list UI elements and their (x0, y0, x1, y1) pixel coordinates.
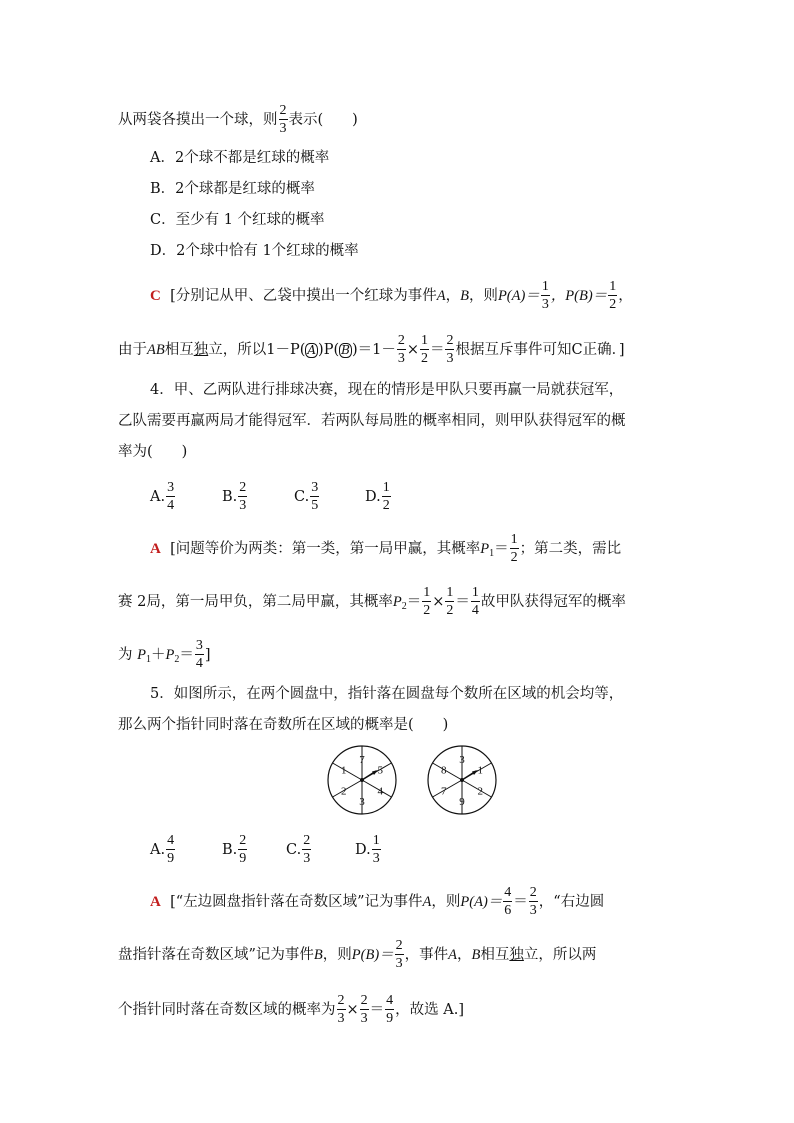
fraction: $\frac{4}{9}$ (386, 993, 394, 1026)
complement-b: B (341, 343, 350, 357)
sector-label-right: 2 (477, 785, 483, 798)
fraction: $\frac{1}{2}$ (420, 333, 428, 366)
sector-label-left: 5 (377, 764, 383, 777)
fraction: $\frac{1}{3}$ (372, 833, 380, 866)
q5-stem-line2: 那么两个指针同时落在奇数所在区域的概率是( ) (118, 717, 449, 733)
fraction: $\frac{2}{3}$ (395, 938, 403, 971)
fraction: $\frac{1}{2}$ (423, 585, 431, 618)
spinner-right (428, 746, 496, 814)
sector-label-right: 7 (441, 785, 447, 798)
fraction: $\frac{2}{3}$ (303, 833, 311, 866)
fraction: $\frac{2}{3}$ (360, 993, 368, 1026)
complement-a: A (307, 343, 317, 357)
fraction: $\frac{2}{3}$ (397, 333, 405, 366)
q4-option-a: A. $\frac{3}{4}$ (150, 480, 175, 513)
q4-option-b: B. $\frac{2}{3}$ (222, 480, 247, 513)
spinner-left (328, 746, 396, 814)
sector-label-right: 3 (459, 754, 465, 766)
q3-solution-line1: C [分别记从甲、乙袋中摸出一个红球为事件A，B，则P(A)＝ $\frac{1}{3}$ ，P(B)＝ $\frac{1}{2}$ ， (150, 279, 633, 312)
sector-label-left: 7 (359, 754, 365, 766)
q5-solution-line2: 盘指针落在奇数区域”记为事件B，则P(B)＝ $\frac{2}{3}$ ，事件A，B相互独立，所以两 (118, 938, 597, 971)
sector-label-left: 3 (359, 796, 365, 808)
q4-option-c: C. $\frac{3}{5}$ (294, 480, 319, 513)
q5-solution-line1: A [“左边圆盘指针落在奇数区域”记为事件A，则P(A)＝ $\frac{4}{6}$ ＝ $\frac{2}{3}$ ，“右边圆 (150, 885, 605, 918)
fraction: $\frac{1}{3}$ (541, 279, 549, 312)
fraction: $\frac{1}{4}$ (471, 585, 479, 618)
q5-option-a: A. $\frac{4}{9}$ (150, 833, 175, 866)
q3-solution-line2: 由于AB相互独立，所以1－P( A )P( B )＝1－ $\frac{2}{3}$ × $\frac{1}{2}$ ＝ $\frac{2}{3}$ 根据互斥事件可知C正确．] (118, 333, 625, 366)
fraction: $\frac{2}{9}$ (239, 833, 247, 866)
q3-option-d: D．2个球中恰有 1个红球的概率 (150, 243, 359, 259)
answer-letter: C (150, 288, 161, 304)
q4-stem-line1: 4．甲、乙两队进行排球决赛，现在的情形是甲队只要再赢一局就获冠军， (150, 382, 624, 398)
q4-stem-line3: 率为( ) (118, 444, 188, 460)
fraction: $\frac{4}{6}$ (504, 885, 512, 918)
sector-label-right: 1 (477, 764, 483, 777)
sector-label-left: 2 (341, 785, 347, 798)
q4-solution-line1: A [问题等价为两类：第一类，第一局甲赢，其概率$P_1=$ $\frac{1}{2}$ ；第二类，需比 (150, 532, 622, 565)
spinner-figure (320, 740, 510, 824)
q5-stem-line1: 5．如图所示，在两个圆盘中，指针落在圆盘每个数所在区域的机会均等， (150, 686, 624, 702)
q5-solution-line3: 个指针同时落在奇数区域的概率为 $\frac{2}{3}$ × $\frac{2}{3}$ ＝ $\frac{4}{9}$ ，故选 A.] (118, 993, 465, 1026)
fraction: $\frac{1}{2}$ (446, 585, 454, 618)
q5-option-d: D. $\frac{1}{3}$ (355, 833, 380, 866)
fraction: $\frac{1}{2}$ (510, 532, 518, 565)
answer-letter: A (150, 541, 161, 557)
q3-stem: 从两袋各摸出一个球，则 $\frac{2}{3}$ 表示( ) (118, 103, 358, 136)
answer-letter: A (150, 894, 161, 910)
q4-solution-line2: 赛 2局，第一局甲负，第二局甲赢，其概率$P_2=$ $\frac{1}{2}$ × $\frac{1}{2}$ ＝ $\frac{1}{4}$ 故甲队获得冠军的概率 (118, 585, 626, 618)
q3-option-a: A．2个球不都是红球的概率 (150, 150, 330, 166)
q4-solution-line3: 为 $P_1+P_2=$ $\frac{3}{4}$ ] (118, 638, 211, 671)
sector-label-left: 4 (377, 785, 383, 798)
fraction: $\frac{2}{3}$ (446, 333, 454, 366)
fraction: $\frac{2}{3}$ (279, 103, 287, 136)
q4-option-d: D. $\frac{1}{2}$ (365, 480, 390, 513)
fraction: $\frac{4}{9}$ (167, 833, 175, 866)
fraction: $\frac{2}{3}$ (529, 885, 537, 918)
fraction: $\frac{1}{2}$ (382, 480, 390, 513)
q3-option-c: C．至少有 1 个红球的概率 (150, 212, 325, 228)
fraction: $\frac{3}{4}$ (167, 480, 175, 513)
fraction: $\frac{2}{3}$ (239, 480, 247, 513)
q3-option-b: B．2个球都是红球的概率 (150, 181, 315, 197)
fraction: $\frac{3}{4}$ (195, 638, 203, 671)
sector-label-left: 1 (341, 764, 347, 777)
sector-label-right: 8 (441, 764, 447, 777)
fraction: $\frac{3}{5}$ (311, 480, 319, 513)
q5-option-b: B. $\frac{2}{9}$ (222, 833, 247, 866)
fraction: $\frac{1}{2}$ (609, 279, 617, 312)
q5-option-c: C. $\frac{2}{3}$ (286, 833, 311, 866)
q4-stem-line2: 乙队需要再赢两局才能得冠军．若两队每局胜的概率相同，则甲队获得冠军的概 (118, 413, 626, 429)
fraction: $\frac{2}{3}$ (337, 993, 345, 1026)
sector-label-right: 9 (459, 796, 465, 808)
